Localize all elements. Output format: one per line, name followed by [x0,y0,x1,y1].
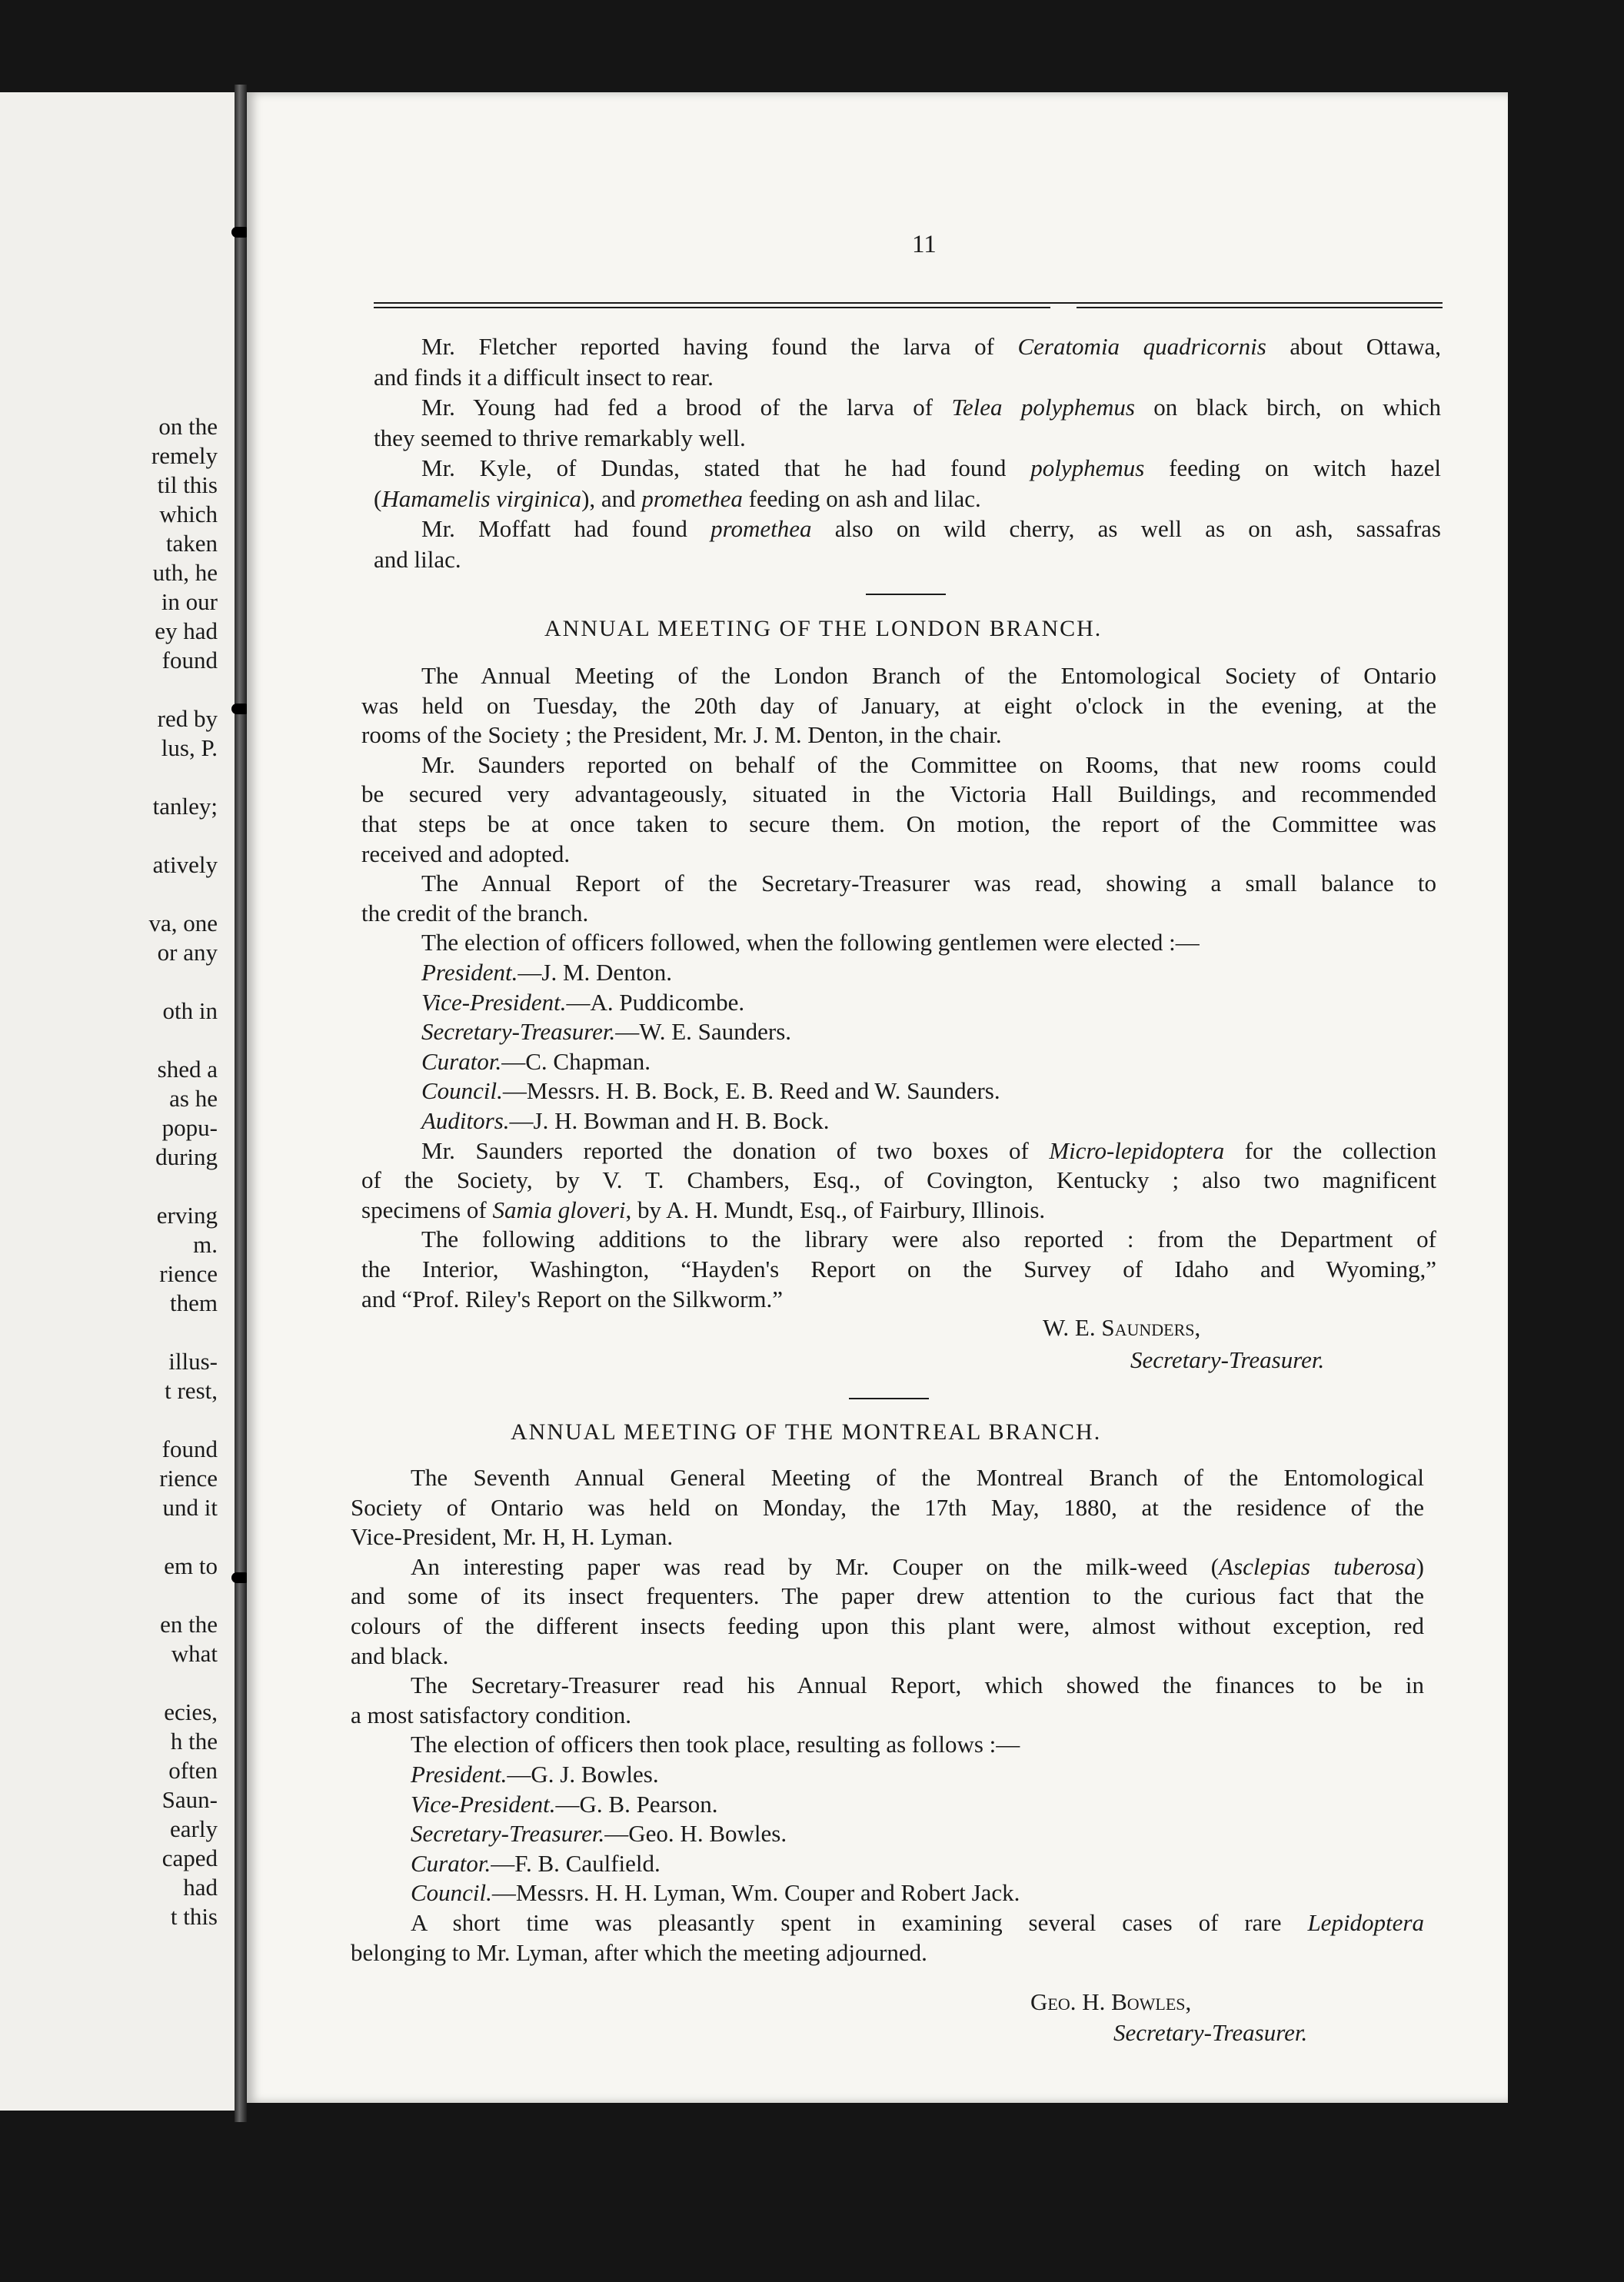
left-page-line: early [170,1815,218,1842]
text-line [351,1612,1424,1641]
text-run: a most satisfactory condition. [351,1701,632,1728]
left-page-line: rience [159,1465,218,1492]
text-run: —F. B. Caulfield. [491,1849,661,1877]
text-run: —A. Puddicombe. [566,988,745,1016]
text-line [421,1136,1436,1166]
text-run: Mr. Kyle, of Dundas, stated that he had found [421,454,1031,481]
text-line [421,1017,1436,1046]
left-page-line: popu- [161,1114,218,1141]
text-line [421,958,1436,987]
left-page-line: em to [164,1552,218,1579]
text-line [351,1522,1424,1552]
text-run: and finds it a difficult insect to rear. [374,363,714,391]
left-page-line: ecies, [164,1698,218,1725]
italic-text: Auditors. [421,1107,510,1134]
text-run: —C. Chapman. [501,1047,651,1075]
text-run: they seemed to thrive remarkably well. [374,424,746,451]
text-run: be secured very advantageously, situated in the Victoria Hall Buildings, and recommended [361,780,1436,808]
left-page-line: Saun- [161,1786,218,1813]
text-line [361,691,1436,720]
left-page-line: which [159,501,218,527]
text-run: about Ottawa, [1266,333,1442,360]
text-line [411,1463,1424,1492]
text-run: The election of officers followed, when the following gentlemen were elected :— [421,929,1200,956]
section-separator [866,594,946,595]
montreal-heading: ANNUAL MEETING OF THE MONTREAL BRANCH. [511,1419,1102,1445]
italic-text: Micro-lepidoptera [1049,1136,1225,1164]
text-line [361,1166,1436,1195]
text-run: —Messrs. H. H. Lyman, Wm. Couper and Robert Jack. [491,1879,1020,1907]
text-run: The following additions to the library were also reported : from the Department of [421,1226,1436,1253]
italic-text: Vice-President. [411,1790,556,1818]
italic-text: Curator. [421,1047,502,1075]
text-run: —G. B. Pearson. [555,1790,718,1818]
text-run: Mr. Fletcher reported having found the larva of [421,333,1018,360]
italic-text: Secretary-Treasurer. [411,1820,605,1848]
text-line [421,1047,1436,1076]
text-run: An interesting paper was read by Mr. Couper on the milk-weed ( [411,1552,1220,1580]
text-run: the credit of the branch. [361,899,589,926]
left-page-line: red by [157,705,218,732]
text-line [351,1493,1424,1522]
left-page-line: und it [162,1494,218,1521]
text-line [411,1730,1424,1759]
left-page-line: tanley; [152,793,218,820]
text-line [421,869,1436,898]
section-separator [849,1398,929,1399]
text-run: feeding on ash and lilac. [742,484,981,512]
text-line [374,545,1441,574]
left-page-line: taken [165,530,218,557]
text-run: rooms of the Society ; the President, Mr. J. M. Denton, in the chair. [361,721,1002,749]
left-page-line: ey had [155,617,218,644]
text-line [421,514,1441,544]
text-line [411,1819,1424,1848]
text-line [361,780,1436,809]
text-line [374,424,1441,453]
left-page-line: t rest, [165,1377,218,1404]
left-page-line: h the [170,1728,218,1755]
text-run: ( [374,484,382,512]
text-run: —G. J. Bowles. [507,1761,659,1788]
text-line [361,1255,1436,1284]
left-page-line: oth in [162,997,218,1024]
left-page-line: atively [152,851,218,878]
text-line [351,1701,1424,1730]
text-run: for the collection [1224,1136,1437,1164]
italic-text: Secretary-Treasurer. [421,1018,616,1046]
text-run: A short time was pleasantly spent in examining several cases of rare [411,1909,1308,1936]
italic-text: President. [411,1761,508,1788]
text-run: on black birch, on which [1134,394,1442,421]
text-run: Mr. Moffatt had found [421,515,711,542]
text-run: —J. M. Denton. [517,959,673,986]
montreal-signature-name: Geo. H. Bowles, [1030,1988,1192,2015]
text-run: also on wild cherry, as well as on ash, sassafras [811,515,1441,542]
italic-text: Asclepias tuberosa [1219,1552,1416,1580]
text-run: The Annual Report of the Secretary-Treasurer was read, showing a small balance to [421,870,1436,897]
text-line [421,750,1436,780]
text-run: Mr. Young had fed a brood of the larva of [421,394,952,421]
left-page-line: found [161,1435,218,1462]
italic-text: promethea [641,484,743,512]
text-line [421,988,1436,1017]
left-page-line: uth, he [152,559,218,586]
text-run: belonging to Mr. Lyman, after which the meeting adjourned. [351,1938,927,1966]
text-line [374,484,1441,514]
left-page-line: during [155,1143,218,1170]
italic-text: Ceratomia quadricornis [1017,333,1266,360]
italic-text: Council. [411,1879,492,1907]
text-line [411,1790,1424,1819]
text-run: —W. E. Saunders. [615,1018,792,1046]
text-line [421,332,1441,361]
text-line [361,899,1436,928]
text-line [421,454,1441,483]
italic-text: Council. [421,1077,503,1105]
left-page-line: caped [161,1845,218,1871]
left-page-line: en the [160,1611,218,1638]
text-run: and lilac. [374,545,461,573]
text-line [361,1285,1436,1314]
text-line [421,393,1441,422]
text-run: ), and [581,484,642,512]
text-run: The Secretary-Treasurer read his Annual Report, which showed the finances to be in [411,1672,1424,1699]
left-page-line: on the [158,413,218,440]
text-line [411,1849,1424,1878]
text-line [411,1552,1424,1582]
text-run: and some of its insect frequenters. The paper drew attention to the curious fact that the [351,1582,1424,1610]
text-line [421,1225,1436,1254]
left-page-line: til this [157,471,218,498]
left-page-line: as he [169,1085,218,1112]
left-page-line: m. [193,1231,218,1258]
london-signature-title: Secretary-Treasurer. [1130,1346,1325,1373]
left-page-line: in our [161,588,218,615]
header-rule-thin [374,307,1050,308]
text-run: —Geo. H. Bowles. [604,1820,787,1848]
text-line [421,1106,1436,1136]
italic-text: Curator. [411,1849,491,1877]
text-run: , by A. H. Mundt, Esq., of Fairbury, Illinois. [625,1196,1046,1223]
text-run: specimens of [361,1196,493,1223]
text-line [361,810,1436,839]
text-run: Vice-President, Mr. H, H. Lyman. [351,1523,674,1551]
text-line [351,1642,1424,1671]
text-run: The Seventh Annual General Meeting of the Montreal Branch of the Entomological [411,1464,1424,1491]
text-line [361,720,1436,750]
text-line [361,840,1436,869]
text-line [421,1076,1436,1106]
page-number: 11 [912,231,937,258]
london-signature-name: W. E. Saunders, [1043,1314,1201,1341]
text-line [411,1671,1424,1700]
left-page-line: or any [157,939,218,966]
italic-text: Samia gloveri [492,1196,626,1223]
left-page-line: often [168,1757,218,1784]
text-run: was held on Tuesday, the 20th day of January, at eight o'clock in the evening, at the [361,691,1436,719]
text-run: —Messrs. H. B. Bock, E. B. Reed and W. Saunders. [502,1077,1000,1105]
left-page-line: had [183,1874,218,1901]
header-rule-thin [1077,307,1443,308]
text-line [411,1760,1424,1789]
left-page-line: va, one [148,910,218,936]
italic-text: Hamamelis virginica [381,484,582,512]
header-rule [374,302,1443,304]
text-run: ) [1416,1552,1424,1580]
italic-text: President. [421,959,518,986]
left-page-line: found [161,647,218,674]
text-run: received and adopted. [361,840,571,867]
text-run: of the Society, by V. T. Chambers, Esq., of Covington, Kentucky ; also two magnificent [361,1166,1436,1194]
italic-text: promethea [710,515,812,542]
london-heading: ANNUAL MEETING OF THE LONDON BRANCH. [544,616,1103,641]
text-run: Mr. Saunders reported the donation of two boxes of [421,1136,1050,1164]
left-page-line: illus- [168,1348,218,1375]
italic-text: Telea polyphemus [951,394,1135,421]
text-run: colours of the different insects feeding upon this plant were, almost without exception, red [351,1612,1424,1639]
text-run: that steps be at once taken to secure them. On motion, the report of the Committee was [361,810,1436,837]
text-run: Society of Ontario was held on Monday, the 17th May, 1880, at the residence of the [351,1493,1424,1521]
text-run: Mr. Saunders reported on behalf of the Committee on Rooms, that new rooms could [421,750,1436,778]
text-run: The Annual Meeting of the London Branch of the Entomological Society of Ontario [421,662,1436,689]
italic-text: polyphemus [1030,454,1145,481]
italic-text: Vice-President. [421,988,567,1016]
text-run: —J. H. Bowman and H. B. Bock. [509,1107,830,1134]
text-line [411,1878,1424,1908]
left-page-line: what [171,1640,218,1667]
text-line [351,1582,1424,1611]
text-run: and “Prof. Riley's Report on the Silkworm.” [361,1285,784,1312]
text-line [421,928,1436,957]
text-run: The election of officers then took place, resulting as follows :— [411,1731,1020,1758]
text-line [351,1938,1424,1968]
italic-text: Lepidoptera [1307,1909,1424,1936]
left-page-line: rience [159,1260,218,1287]
left-page-line: remely [151,442,218,469]
text-line [361,1196,1436,1225]
left-page-line: t this [170,1903,218,1930]
left-page-line: shed a [157,1056,218,1083]
text-line [411,1908,1424,1938]
text-run: the Interior, Washington, “Hayden's Report on the Survey of Idaho and Wyoming,” [361,1256,1436,1282]
left-page-line: lus, P. [161,734,218,761]
left-page-line: them [170,1289,218,1316]
text-line [374,363,1441,392]
montreal-signature-title: Secretary-Treasurer. [1113,2019,1308,2046]
left-page-line: erving [156,1202,218,1229]
text-line [421,661,1436,690]
text-run: and black. [351,1642,449,1669]
text-run: feeding on witch hazel [1144,454,1441,481]
